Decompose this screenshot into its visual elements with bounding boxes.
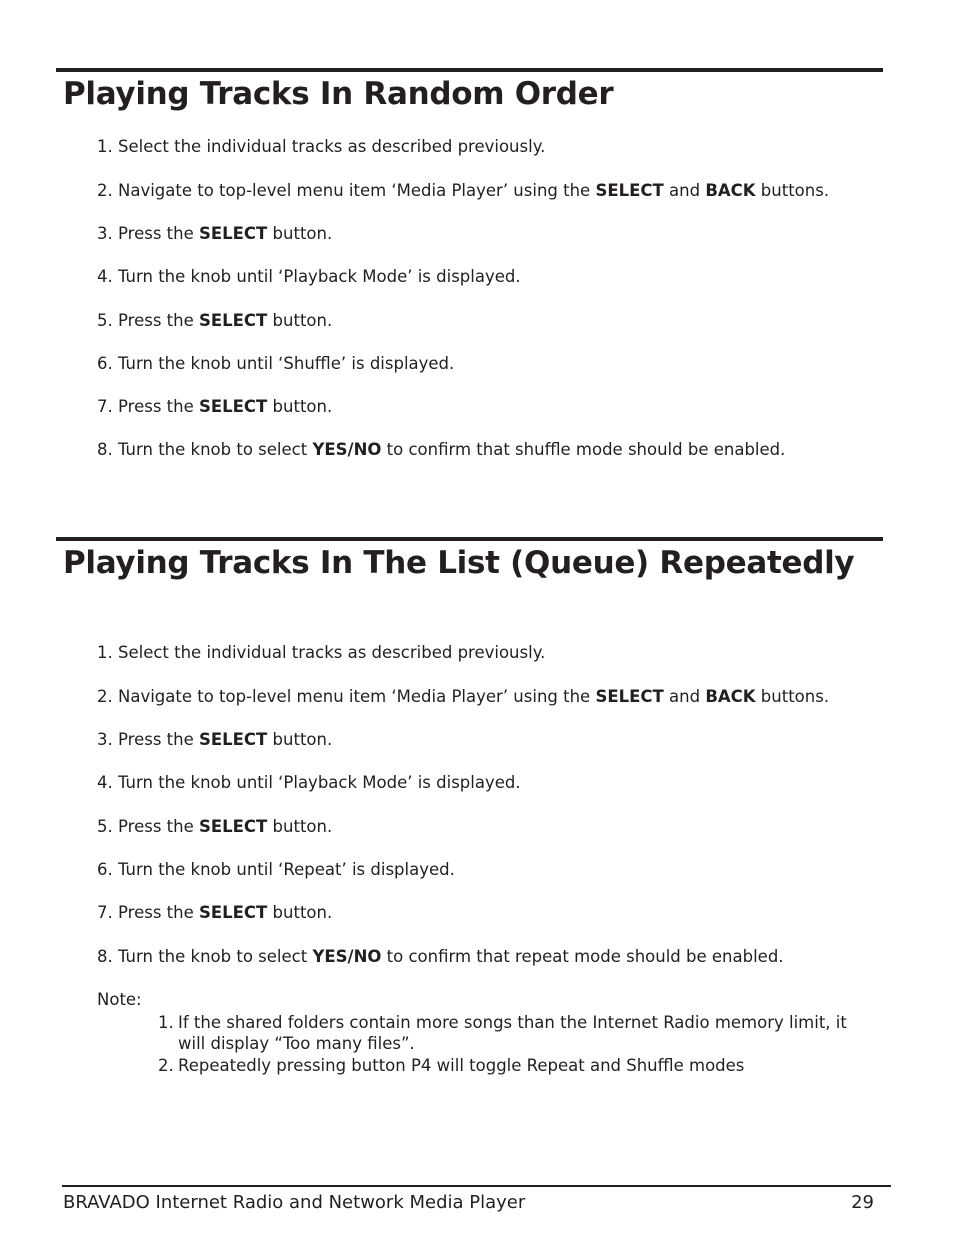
- select-keyword: SELECT: [198, 224, 268, 243]
- step-item: 6. Turn the knob until ‘Repeat’ is displayed.: [97, 860, 455, 879]
- select-keyword: SELECT: [198, 817, 268, 836]
- footer-document-title: BRAVADO Internet Radio and Network Media Player: [63, 1192, 526, 1213]
- step-item: 8. Turn the knob to select YES/NO to confirm that shuffle mode should be enabled.: [97, 440, 786, 459]
- step-item: 3. Press the SELECT button.: [97, 730, 333, 749]
- step-item: 3. Press the SELECT button.: [97, 224, 333, 243]
- step-item: 2. Navigate to top-level menu item ‘Media Player’ using the SELECT and BACK buttons.: [97, 181, 830, 200]
- note-item: 2. Repeatedly pressing button P4 will toggle Repeat and Shuffle modes: [158, 1056, 745, 1075]
- select-keyword: SELECT: [198, 903, 268, 922]
- step-item: 1. Select the individual tracks as described previously.: [97, 137, 546, 156]
- step-item: 1. Select the individual tracks as described previously.: [97, 643, 546, 662]
- yes-no-keyword: YES/NO: [312, 947, 382, 966]
- select-keyword: SELECT: [198, 397, 268, 416]
- step-item: 7. Press the SELECT button.: [97, 397, 333, 416]
- back-keyword: BACK: [705, 687, 756, 706]
- select-keyword: SELECT: [198, 730, 268, 749]
- step-item: 4. Turn the knob until ‘Playback Mode’ is displayed.: [97, 267, 521, 286]
- step-item: 5. Press the SELECT button.: [97, 817, 333, 836]
- step-item: 5. Press the SELECT button.: [97, 311, 333, 330]
- select-keyword: SELECT: [198, 311, 268, 330]
- section-divider-top: [56, 68, 883, 72]
- note-item: 1. If the shared folders contain more songs than the Internet Radio memory limit, it will display “Too many files”.: [158, 1013, 847, 1053]
- step-item: 7. Press the SELECT button.: [97, 903, 333, 922]
- step-item: 6. Turn the knob until ‘Shuffle’ is displayed.: [97, 354, 455, 373]
- yes-no-keyword: YES/NO: [312, 440, 382, 459]
- section-title-repeat-queue: Playing Tracks In The List (Queue) Repeatedly: [63, 545, 855, 581]
- select-keyword: SELECT: [595, 181, 664, 200]
- footer-divider: [62, 1185, 891, 1187]
- step-item: 4. Turn the knob until ‘Playback Mode’ is displayed.: [97, 773, 521, 792]
- section-divider-middle: [56, 537, 883, 541]
- step-item: 8. Turn the knob to select YES/NO to confirm that repeat mode should be enabled.: [97, 947, 784, 966]
- note-label: Note:: [97, 990, 142, 1009]
- section-title-random-order: Playing Tracks In Random Order: [63, 76, 614, 112]
- page-number: 29: [851, 1192, 874, 1213]
- back-keyword: BACK: [705, 181, 756, 200]
- select-keyword: SELECT: [595, 687, 664, 706]
- step-item: 2. Navigate to top-level menu item ‘Media Player’ using the SELECT and BACK buttons.: [97, 687, 830, 706]
